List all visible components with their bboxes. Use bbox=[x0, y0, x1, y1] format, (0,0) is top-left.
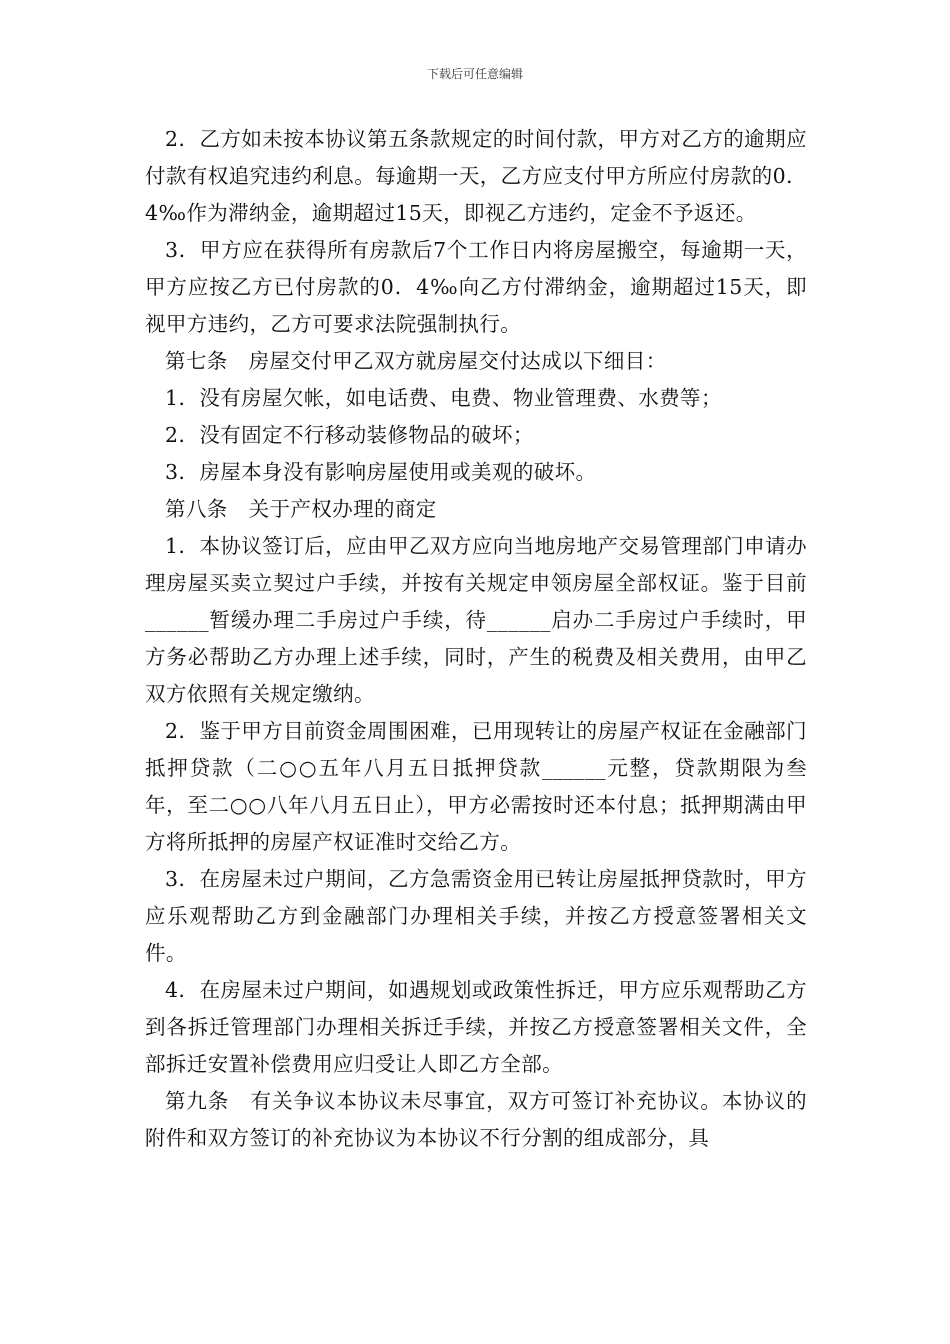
paragraph-loan-assistance: 3．在房屋未过户期间，乙方急需资金用已转让房屋抵押贷款时，甲方应乐观帮助乙方到金融部门办理相关手续，并按乙方授意签署相关文件。 bbox=[145, 867, 807, 965]
paragraph-vacate-house: 3．甲方应在获得所有房款后7个工作日内将房屋搬空，每逾期一天，甲方应按乙方已付房款的0．4‰向乙方付滞纳金，逾期超过15天，即视甲方违约，乙方可要求法院强制执行。 bbox=[145, 238, 807, 336]
article-7-heading: 第七条 房屋交付甲乙双方就房屋交付达成以下细目： bbox=[165, 349, 667, 373]
article-8-heading: 第八条 关于产权办理的商定 bbox=[165, 497, 437, 521]
list-item-no-fixture-damage: 2．没有固定不行移动装修物品的破坏； bbox=[165, 423, 534, 447]
list-item-no-arrears: 1．没有房屋欠帐，如电话费、电费、物业管理费、水费等； bbox=[165, 386, 722, 410]
page-header: 下载后可任意编辑 bbox=[426, 67, 523, 81]
paragraph-mortgage: 2．鉴于甲方目前资金周围困难，已用现转让的房屋产权证在金融部门抵押贷款（二○○五年八月五日抵押贷款______元整，贷款期限为叁年，至二○○八年八月五日止），甲方必需按时还本付息；抵押期满由甲方将所抵押的房屋产权证准时交给乙方。 bbox=[145, 719, 807, 854]
paragraph-transfer-procedure: 1．本协议签订后，应由甲乙双方应向当地房地产交易管理部门申请办理房屋买卖立契过户手续，并按有关规定申领房屋全部权证。鉴于目前______暂缓办理二手房过户手续，待______启办二手房过户手续时，甲方务必帮助乙方办理上述手续，同时，产生的税费及相关费用，由甲乙双方依照有关规定缴纳。 bbox=[145, 534, 807, 706]
paragraph-demolition: 4．在房屋未过户期间，如遇规划或政策性拆迁，甲方应乐观帮助乙方到各拆迁管理部门办理相关拆迁手续，并按乙方授意签署相关文件，全部拆迁安置补偿费用应归受让人即乙方全部。 bbox=[145, 978, 807, 1076]
paragraph-late-payment: 2．乙方如未按本协议第五条款规定的时间付款，甲方对乙方的逾期应付款有权追究违约利息。每逾期一天，乙方应支付甲方所应付房款的0．4‰作为滞纳金，逾期超过15天，即视乙方违约，定金不予返还。 bbox=[145, 127, 807, 225]
article-9-paragraph: 第九条 有关争议本协议未尽事宜，双方可签订补充协议。本协议的附件和双方签订的补充协议为本协议不行分割的组成部分，具 bbox=[145, 1089, 807, 1150]
document-body bbox=[145, 121, 807, 1157]
list-item-no-structural-damage: 3．房屋本身没有影响房屋使用或美观的破坏。 bbox=[165, 460, 597, 484]
